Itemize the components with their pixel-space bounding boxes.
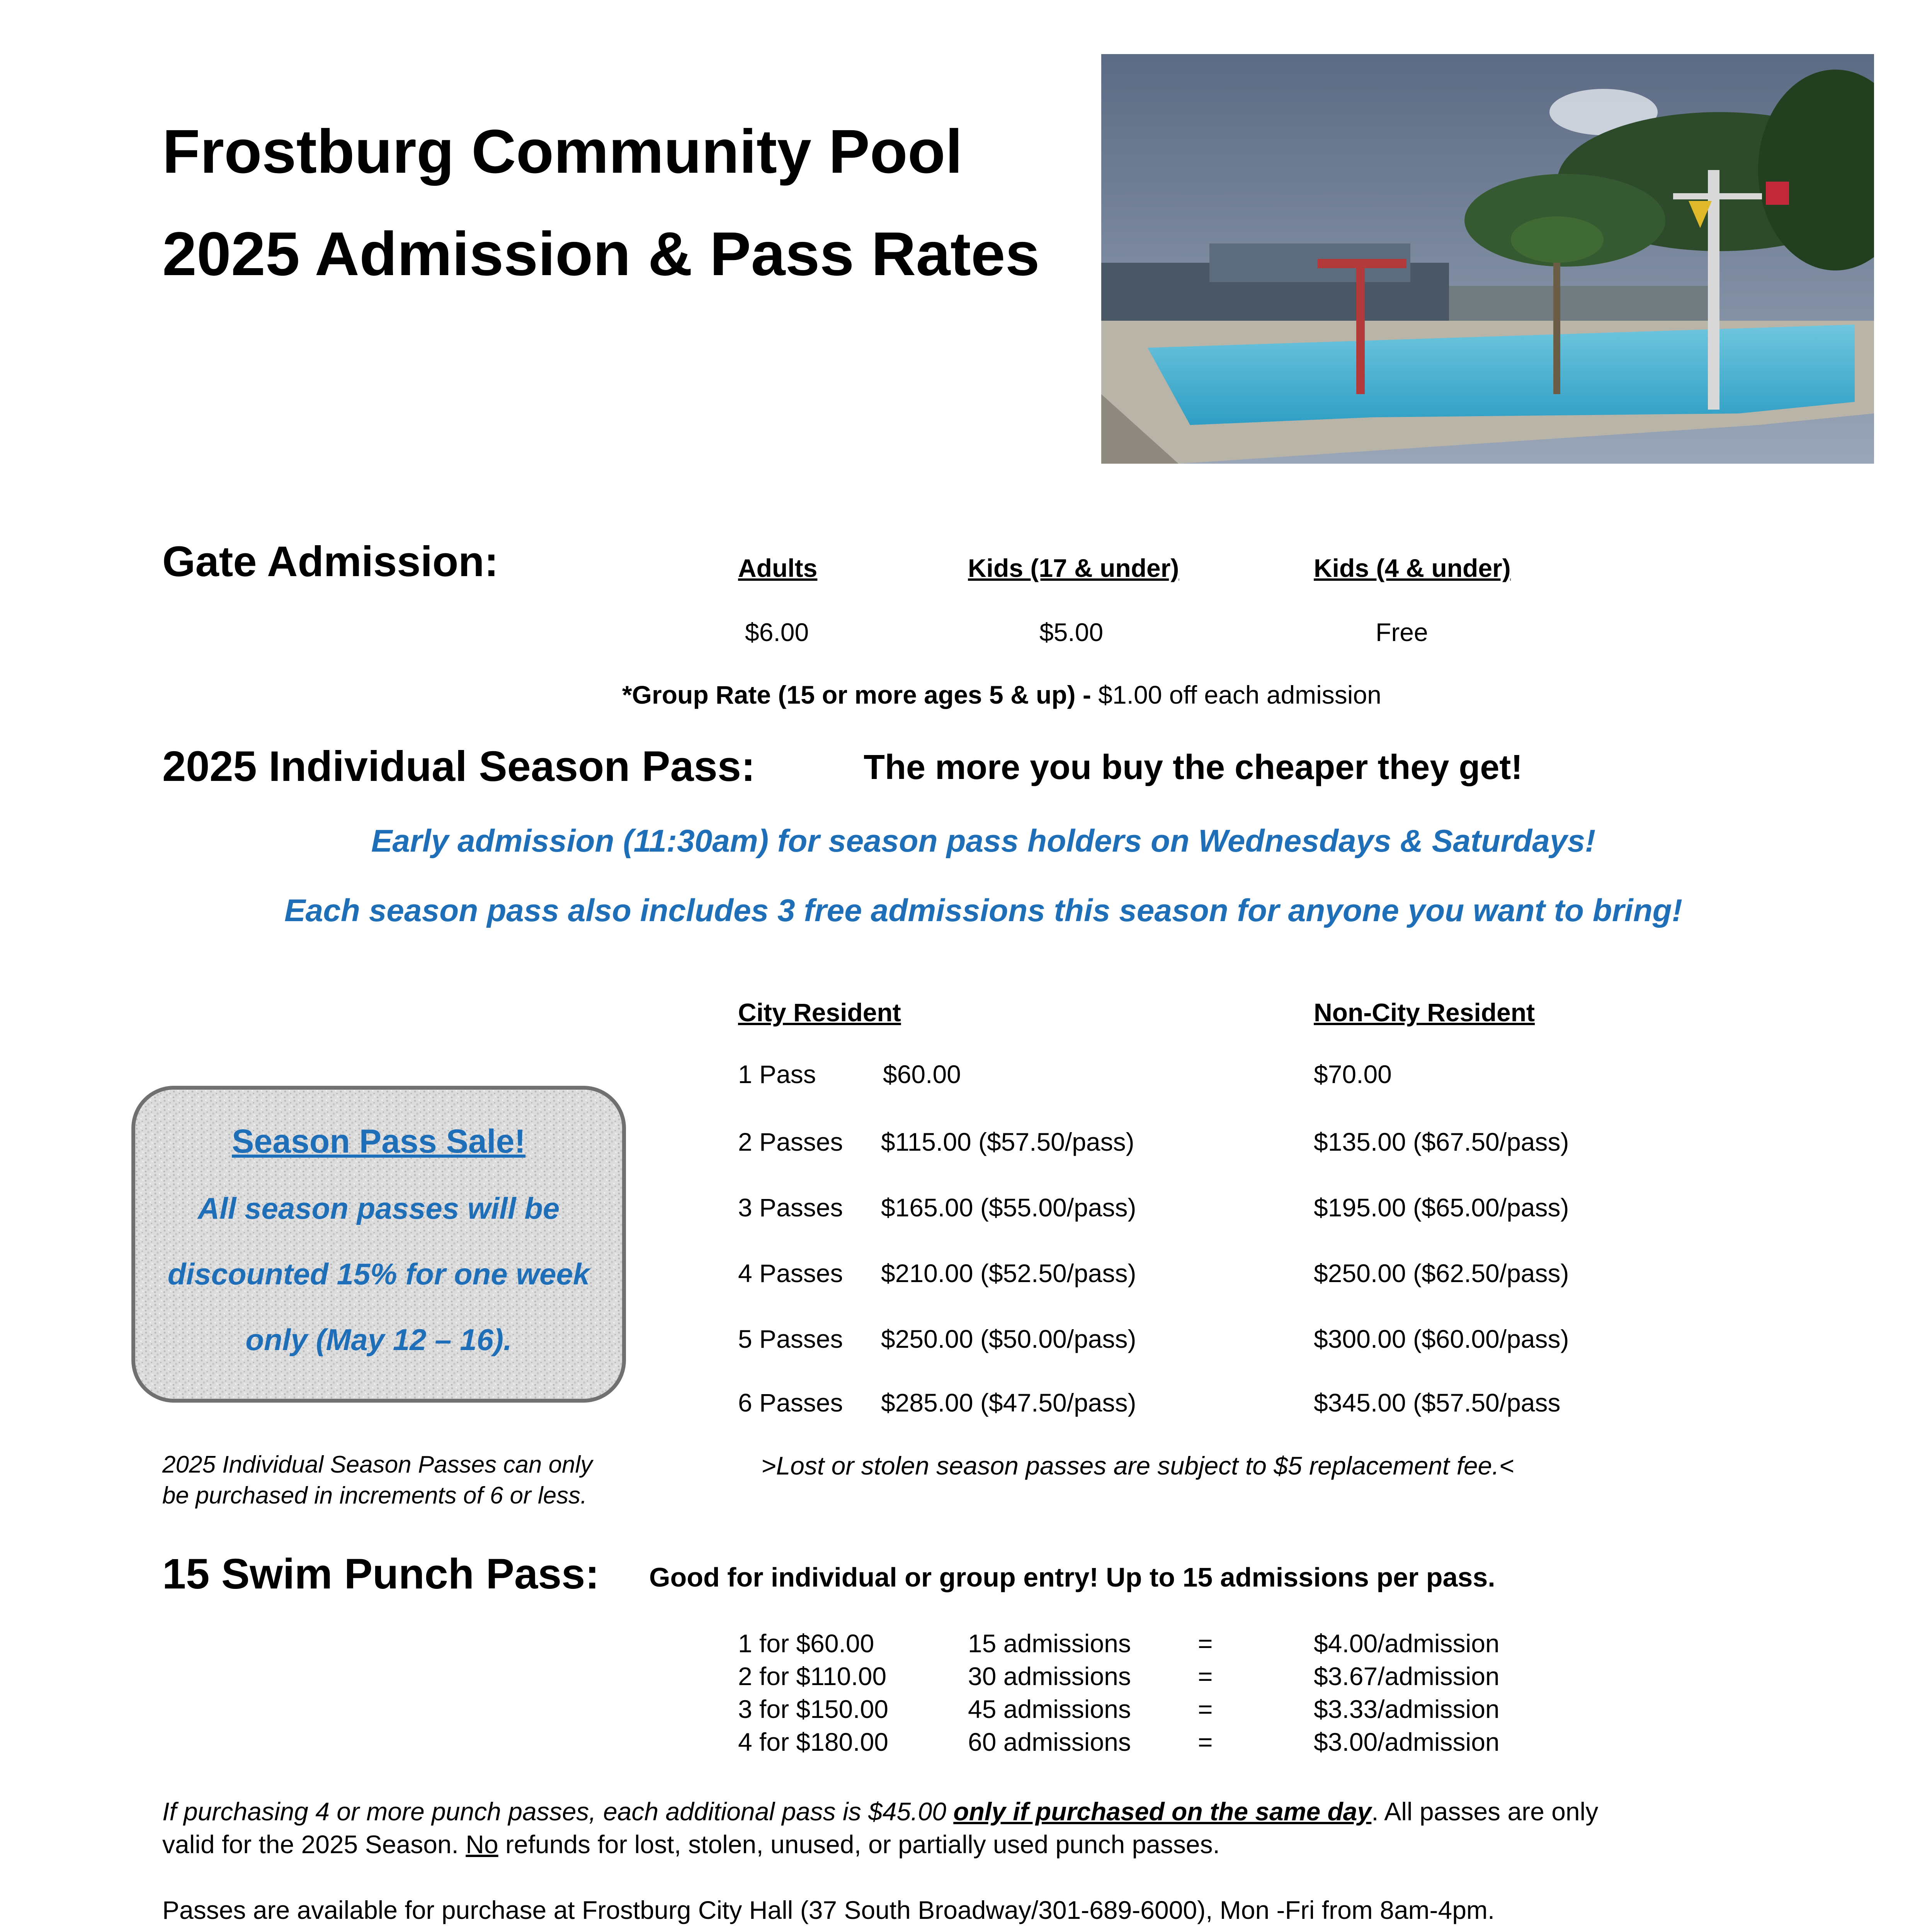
season-row-qty: 4 Passes <box>738 1259 843 1287</box>
page-title: Frostburg Community Pool <box>162 117 963 186</box>
pool-photo <box>1101 54 1874 464</box>
sale-line-1: All season passes will be <box>197 1191 560 1225</box>
punch-row-rate: $3.33/admission <box>1314 1695 1500 1723</box>
season-row-city: $115.00 ($57.50/pass) <box>881 1128 1134 1156</box>
punch-note-1 <box>162 1797 1598 1826</box>
gate-price-kids17: $5.00 <box>1039 618 1104 646</box>
page-subtitle: 2025 Admission & Pass Rates <box>162 219 1040 288</box>
punch-row-price: 2 for $110.00 <box>738 1662 887 1690</box>
season-row-noncity: $195.00 ($65.00/pass) <box>1314 1193 1569 1222</box>
sale-title: Season Pass Sale! <box>231 1123 526 1160</box>
availability-note: Passes are available for purchase at Frostburg City Hall (37 South Broadway/301-689-6000), Mon -Fri from 8am-4pm. <box>162 1896 1495 1924</box>
pool-photo-icon <box>1101 54 1874 464</box>
gate-col-adults: Adults <box>738 554 818 582</box>
season-row-qty: 2 Passes <box>738 1128 843 1156</box>
punch-row-eq: = <box>1198 1662 1213 1690</box>
col-city-resident: City Resident <box>738 998 901 1027</box>
punch-row-admissions: 60 admissions <box>968 1728 1131 1756</box>
season-pass-sale-box <box>131 1086 626 1403</box>
free-admissions-note: Each season pass also includes 3 free admissions this season for anyone you want to bring! <box>284 893 1683 928</box>
punch-note-2c: refunds for lost, stolen, unused, or partially used punch passes. <box>498 1830 1220 1859</box>
season-row-noncity: $250.00 ($62.50/pass) <box>1314 1259 1569 1287</box>
punch-row-admissions: 30 admissions <box>968 1662 1131 1690</box>
season-row-noncity: $135.00 ($67.50/pass) <box>1314 1128 1569 1156</box>
season-pass-tagline: The more you buy the cheaper they get! <box>864 748 1523 787</box>
increments-note-2: be purchased in increments of 6 or less. <box>162 1482 587 1509</box>
gate-col-kids4: Kids (4 & under) <box>1314 554 1511 582</box>
season-row-noncity: $70.00 <box>1314 1060 1392 1088</box>
group-rate-value: $1.00 off each admission <box>1091 680 1381 709</box>
punch-note-2 <box>162 1830 1220 1859</box>
season-row-city: $285.00 ($47.50/pass) <box>881 1388 1136 1417</box>
punch-note-2b: No <box>466 1830 498 1859</box>
season-row-qty: 3 Passes <box>738 1193 843 1222</box>
punch-row-eq: = <box>1198 1728 1213 1756</box>
col-noncity-resident: Non-City Resident <box>1314 998 1535 1027</box>
punch-row-admissions: 45 admissions <box>968 1695 1131 1723</box>
group-rate-note <box>622 680 1381 709</box>
sale-line-2: discounted 15% for one week <box>167 1257 590 1291</box>
gate-price-adults: $6.00 <box>745 618 809 646</box>
punch-row-admissions: 15 admissions <box>968 1629 1131 1658</box>
punch-row-rate: $3.67/admission <box>1314 1662 1500 1690</box>
punch-row-rate: $4.00/admission <box>1314 1629 1500 1658</box>
season-row-qty: 6 Passes <box>738 1388 843 1417</box>
punch-row-eq: = <box>1198 1695 1213 1723</box>
sale-line-3: only (May 12 – 16). <box>245 1323 512 1357</box>
gate-col-kids17: Kids (17 & under) <box>968 554 1179 582</box>
season-row-noncity: $300.00 ($60.00/pass) <box>1314 1325 1569 1353</box>
punch-pass-tagline: Good for individual or group entry! Up to 15 admissions per pass. <box>649 1562 1495 1592</box>
gate-admission-heading: Gate Admission: <box>162 538 498 585</box>
punch-row-price: 1 for $60.00 <box>738 1629 874 1658</box>
season-pass-heading: 2025 Individual Season Pass: <box>162 743 755 790</box>
increments-note-1: 2025 Individual Season Passes can only <box>162 1451 593 1478</box>
punch-row-price: 3 for $150.00 <box>738 1695 888 1723</box>
punch-row-rate: $3.00/admission <box>1314 1728 1500 1756</box>
season-row-qty: 5 Passes <box>738 1325 843 1353</box>
punch-note-1a: If purchasing 4 or more punch passes, each additional pass is $45.00 <box>162 1797 954 1826</box>
group-rate-label: *Group Rate (15 or more ages 5 & up) - <box>622 680 1091 709</box>
punch-note-1b: only if purchased on the same day <box>953 1797 1372 1826</box>
season-row-qty: 1 Pass <box>738 1060 816 1088</box>
season-row-noncity: $345.00 ($57.50/pass <box>1314 1388 1561 1417</box>
season-row-city: $250.00 ($50.00/pass) <box>881 1325 1136 1353</box>
season-row-city: $60.00 <box>883 1060 961 1088</box>
punch-row-eq: = <box>1198 1629 1213 1658</box>
lost-pass-note: >Lost or stolen season passes are subject to $5 replacement fee.< <box>761 1451 1514 1480</box>
early-admission-note: Early admission (11:30am) for season pass holders on Wednesdays & Saturdays! <box>371 823 1596 859</box>
punch-note-1c: . All passes are only <box>1371 1797 1599 1826</box>
gate-price-kids4: Free <box>1376 618 1428 646</box>
punch-note-2a: valid for the 2025 Season. <box>162 1830 466 1859</box>
season-row-city: $210.00 ($52.50/pass) <box>881 1259 1136 1287</box>
punch-pass-heading: 15 Swim Punch Pass: <box>162 1550 599 1598</box>
punch-row-price: 4 for $180.00 <box>738 1728 888 1756</box>
season-row-city: $165.00 ($55.00/pass) <box>881 1193 1136 1222</box>
